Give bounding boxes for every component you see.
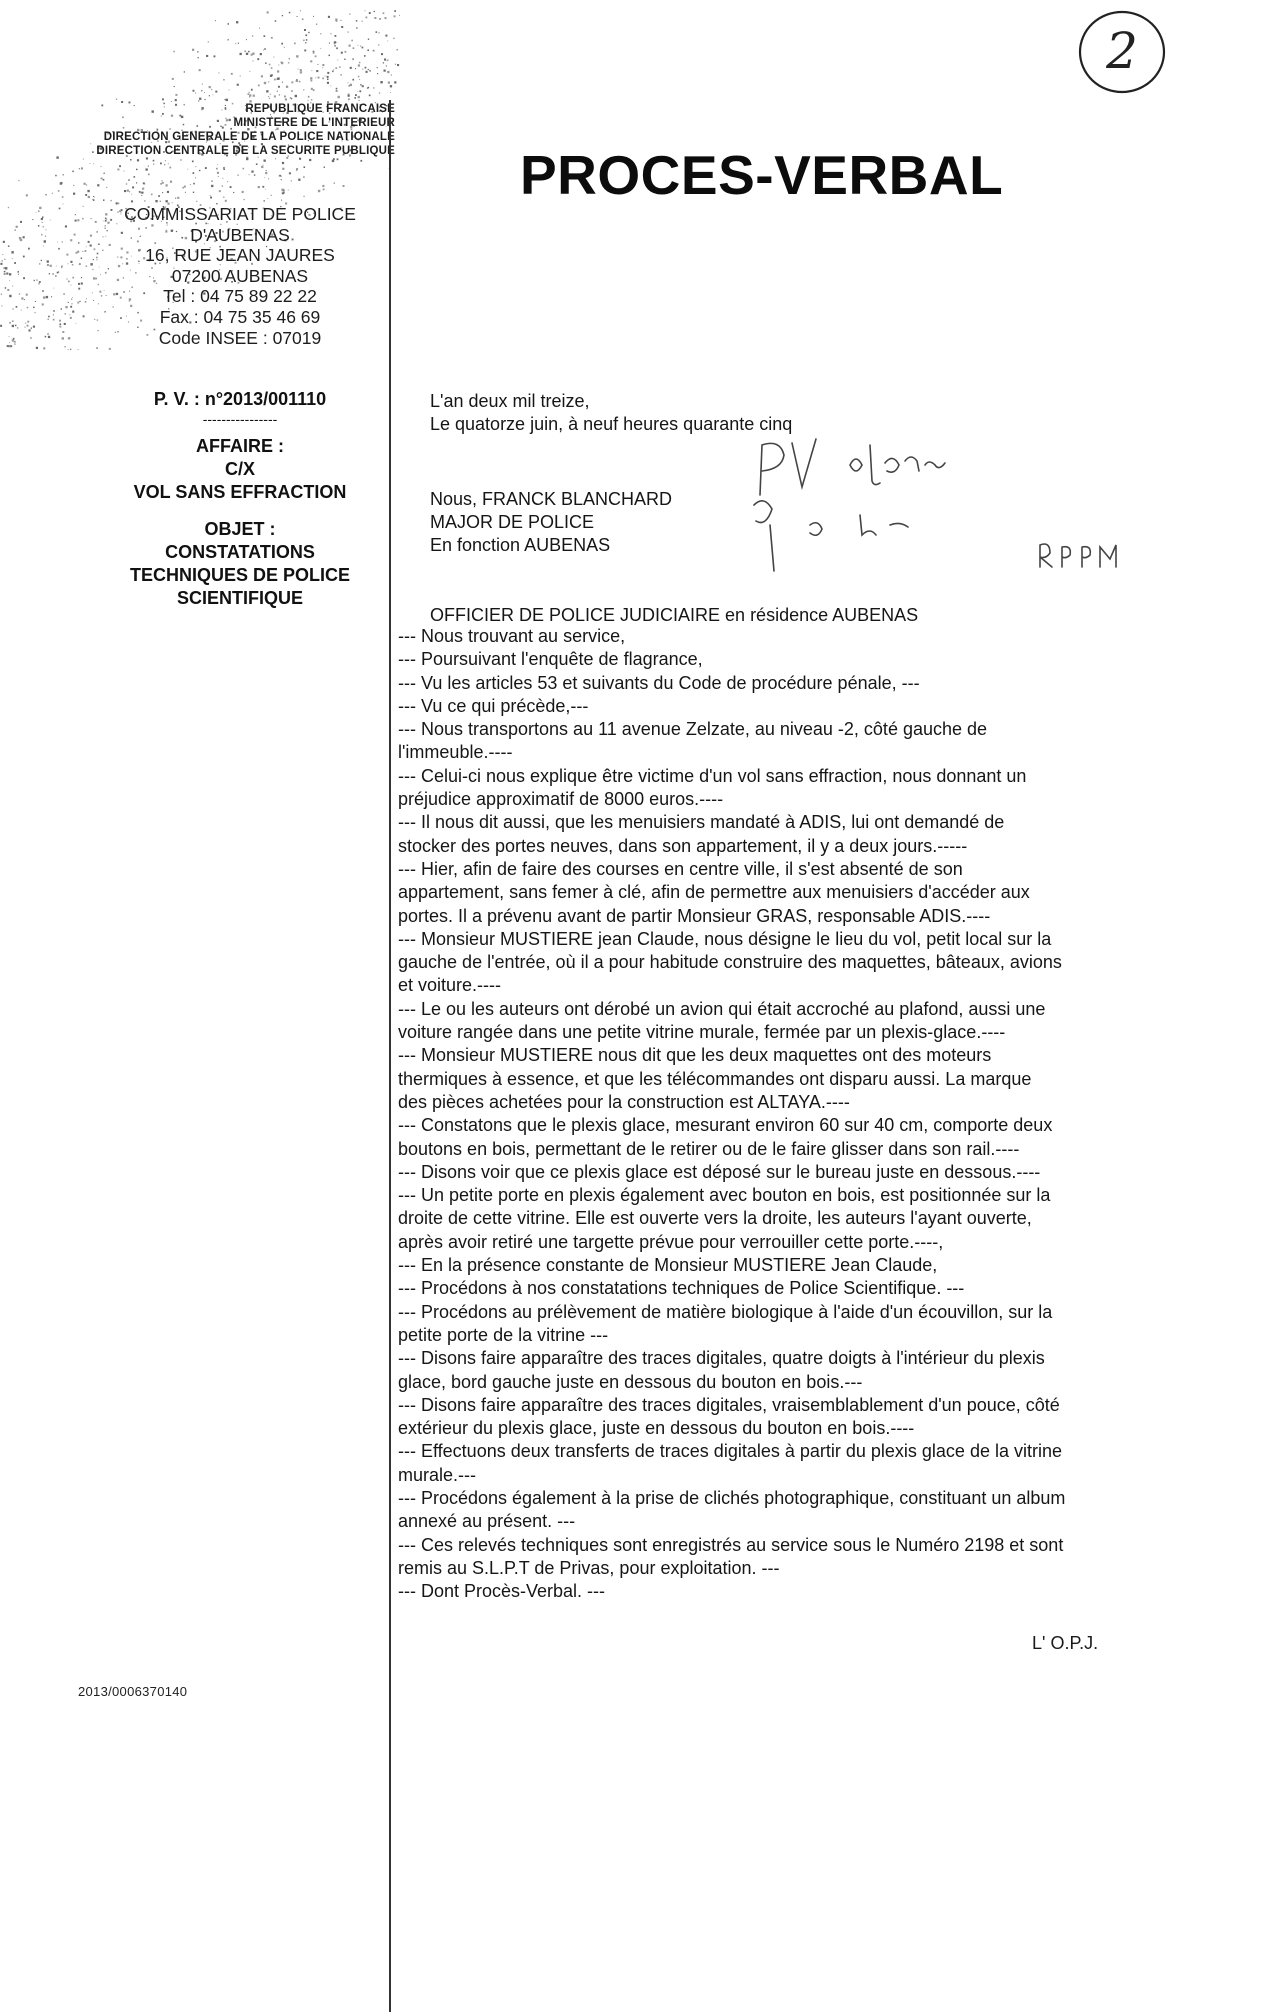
officer-line: En fonction AUBENAS bbox=[430, 535, 611, 555]
body-line: petite porte de la vitrine --- bbox=[398, 1324, 609, 1345]
body-line: --- Procédons au prélèvement de matière biologique à l'aide d'un écouvillon, sur la bbox=[398, 1301, 1053, 1322]
body-line: annexé au présent. --- bbox=[398, 1511, 576, 1532]
ministry-line: DIRECTION GENERALE DE LA POLICE NATIONALE bbox=[103, 131, 395, 143]
objet-line: CONSTATATIONS bbox=[165, 542, 315, 562]
body-line: gauche de l'entrée, où il a pour habitude construire des maquettes, bâteaux, avions bbox=[398, 952, 1062, 973]
body-line: --- Hier, afin de faire des courses en centre ville, il s'est absenté de son bbox=[398, 858, 963, 879]
officer-line: MAJOR DE POLICE bbox=[430, 512, 595, 532]
body-line: appartement, sans femer à clé, afin de permettre aux menuisiers d'accéder aux bbox=[398, 882, 1030, 903]
body-line: boutons en bois, permettant de le retirer ou de le faire glisser dans son rail.---- bbox=[398, 1138, 1020, 1159]
body-line: des pièces achetées pour la construction est ALTAYA.---- bbox=[398, 1091, 850, 1112]
address-line: Code INSEE : 07019 bbox=[158, 327, 322, 348]
body-line: remis au S.L.P.T de Privas, pour exploitation. --- bbox=[398, 1557, 780, 1578]
body-line: et voiture.---- bbox=[398, 975, 502, 996]
pv-number: P. V. : n°2013/001110 bbox=[153, 389, 327, 409]
body-line: --- Le ou les auteurs ont dérobé un avion qui était accroché au plafond, aussi une bbox=[398, 998, 1046, 1019]
column-divider bbox=[389, 100, 391, 2012]
objet-label: OBJET : bbox=[204, 519, 276, 539]
body-line: --- Un petite porte en plexis également avec bouton en bois, est positionnée sur la bbox=[398, 1185, 1051, 1206]
body-line: --- Vu ce qui précède,--- bbox=[398, 695, 589, 716]
address-line: 16, RUE JEAN JAURES bbox=[145, 245, 335, 266]
handwritten-annotation bbox=[740, 425, 1170, 605]
body-line: --- Il nous dit aussi, que les menuisiers mandaté à ADIS, lui ont demandé de bbox=[398, 812, 1005, 833]
document-title: PROCES-VERBAL bbox=[520, 144, 1004, 206]
ministry-line: REPUBLIQUE FRANCAISE bbox=[245, 103, 395, 115]
officer-line: Nous, FRANCK BLANCHARD bbox=[430, 489, 673, 509]
address-line: COMMISSARIAT DE POLICE bbox=[124, 204, 356, 224]
body-line: --- Monsieur MUSTIERE nous dit que les deux maquettes ont des moteurs bbox=[398, 1045, 992, 1066]
affaire-type: VOL SANS EFFRACTION bbox=[133, 482, 347, 502]
body-line: --- Disons faire apparaître des traces digitales, vraisemblablement d'un pouce, côté bbox=[398, 1394, 1060, 1415]
objet-line: TECHNIQUES DE POLICE bbox=[129, 565, 351, 585]
body-line: --- Nous trouvant au service, bbox=[398, 626, 626, 646]
affaire-label: AFFAIRE : bbox=[196, 436, 284, 456]
body-line: droite de cette vitrine. Elle est ouverte vers la droite, les auteurs l'ayant ouverte, bbox=[398, 1208, 1032, 1229]
body-line: --- Monsieur MUSTIERE jean Claude, nous désigne le lieu du vol, petit local sur la bbox=[398, 928, 1052, 949]
body-line: --- Effectuons deux transferts de traces digitales à partir du plexis glace de la vitrine bbox=[398, 1441, 1062, 1462]
body-line: --- Dont Procès-Verbal. --- bbox=[398, 1581, 606, 1602]
body-line: --- Constatons que le plexis glace, mesurant environ 60 sur 40 cm, comporte deux bbox=[398, 1115, 1053, 1136]
footer-reference: 2013/0006370140 bbox=[78, 1684, 188, 1699]
body-line: portes. Il a prévenu avant de partir Monsieur GRAS, responsable ADIS.---- bbox=[398, 905, 991, 926]
address-line: Fax : 04 75 35 46 69 bbox=[159, 306, 321, 327]
body-line: glace, bord gauche juste en dessous du bouton en bois.--- bbox=[398, 1371, 863, 1392]
body-line: --- Poursuivant l'enquête de flagrance, bbox=[398, 649, 703, 670]
objet-line: SCIENTIFIQUE bbox=[176, 588, 303, 608]
body-line: stocker des portes neuves, dans son appartement, il y a deux jours.----- bbox=[398, 835, 968, 856]
case-info bbox=[90, 388, 390, 610]
svg-text:2: 2 bbox=[1106, 22, 1138, 80]
body-line: --- Ces relevés techniques sont enregistrés au service sous le Numéro 2198 et sont bbox=[398, 1534, 1064, 1555]
body-line: murale.--- bbox=[398, 1464, 477, 1485]
body-line: --- Procédons à nos constatations techniques de Police Scientifique. --- bbox=[398, 1278, 965, 1299]
date-block bbox=[430, 390, 792, 436]
date-line: Le quatorze juin, à neuf heures quarante cinq bbox=[430, 414, 793, 434]
body-line: --- Procédons également à la prise de clichés photographique, constituant un album bbox=[398, 1487, 1066, 1508]
signature-label: L' O.P.J. bbox=[1032, 1633, 1099, 1653]
body-line: après avoir retiré une targette prévue pour verrouiller cette porte.----, bbox=[398, 1231, 944, 1252]
body-line: voiture rangée dans une petite vitrine murale, fermée par un plexis-glace.---- bbox=[398, 1022, 1006, 1043]
body-line: --- Disons faire apparaître des traces digitales, quatre doigts à l'intérieur du plexis bbox=[398, 1348, 1045, 1369]
address-line: D'AUBENAS bbox=[190, 224, 290, 245]
body-line: --- En la présence constante de Monsieur MUSTIERE Jean Claude, bbox=[398, 1255, 938, 1276]
body-line: --- Celui-ci nous explique être victime d'un vol sans effraction, nous donnant un bbox=[398, 765, 1027, 786]
commissariat-address bbox=[110, 204, 370, 348]
body-line: --- Vu les articles 53 et suivants du Code de procédure pénale, --- bbox=[398, 672, 920, 693]
ministry-line: DIRECTION CENTRALE DE LA SECURITE PUBLIQUE bbox=[96, 145, 395, 157]
address-line: Tel : 04 75 89 22 22 bbox=[163, 286, 317, 307]
body-line: préjudice approximatif de 8000 euros.---- bbox=[398, 789, 724, 810]
body-line: l'immeuble.---- bbox=[398, 742, 513, 763]
officer-title: OFFICIER DE POLICE JUDICIAIRE en résidence AUBENAS bbox=[430, 605, 919, 625]
affaire-party: C/X bbox=[224, 459, 255, 479]
date-line: L'an deux mil treize, bbox=[430, 391, 590, 411]
address-line: 07200 AUBENAS bbox=[171, 265, 309, 286]
body-line: --- Nous transportons au 11 avenue Zelzate, au niveau -2, côté gauche de bbox=[398, 719, 988, 740]
body-line: thermiques à essence, et que les télécommandes ont disparu aussi. La marque bbox=[398, 1068, 1032, 1089]
handwritten-page-number bbox=[1072, 2, 1172, 102]
separator: ---------------- bbox=[202, 411, 278, 427]
ministry-header bbox=[95, 102, 395, 158]
ministry-line: MINISTERE DE L'INTERIEUR bbox=[233, 117, 395, 129]
report-body bbox=[398, 625, 1258, 1603]
body-line: extérieur du plexis glace, juste en dessous du bouton en bois.---- bbox=[398, 1418, 915, 1439]
body-line: --- Disons voir que ce plexis glace est déposé sur le bureau juste en dessous.---- bbox=[398, 1161, 1041, 1182]
officer-block bbox=[430, 488, 672, 557]
